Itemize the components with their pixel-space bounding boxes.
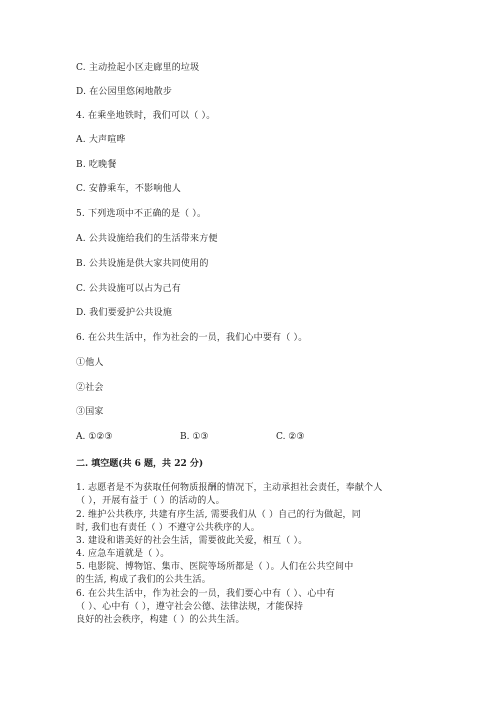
fill-line-2: （ ），开展有益于（ ）的活动的人。 [76,496,225,506]
fill-line-5: 3. 建设和谐美好的社会生活，需要彼此关爱，相互（ ）。 [76,536,308,546]
q5-option-b: B. 公共设施是供大家共同使用的 [76,259,209,269]
q5-option-c: C. 公共设施可以占为己有 [76,284,181,294]
q6-item-2: ②社会 [76,383,104,393]
q5-option-d: D. 我们要爱护公共设施 [76,308,173,318]
q6-choice-c: C. ②③ [276,432,305,442]
q6-choice-a: A. ①②③ [76,432,113,442]
q3-option-c: C. 主动捡起小区走廊里的垃圾 [76,63,200,73]
fill-line-4: 时, 我们也有责任（ ）不遵守公共秩序的人。 [76,523,260,533]
q6-item-1: ①他人 [76,358,104,368]
q6-stem: 6. 在公共生活中，作为社会的一员，我们心中要有（ ）。 [76,333,308,343]
q6-item-3: ③国家 [76,407,104,417]
fill-line-3: 2. 维护公共秩序, 共建有序生活, 需要我们从（ ）自己的行为做起，同 [76,510,361,520]
q3-option-d: D. 在公园里悠闲地散步 [76,87,173,97]
fill-line-8: 的生活, 构成了我们的公共生活。 [76,575,211,585]
q4-option-a: A. 大声喧哗 [76,135,126,145]
q4-option-c: C. 安静乘车，不影响他人 [76,184,181,194]
section-title: 二. 填空题(共 6 题，共 22 分) [76,459,204,469]
q4-option-b: B. 吃晚餐 [76,160,117,170]
fill-line-7: 5. 电影院、博物馆、集市、医院等场所都是（ ）。人们在公共空间中 [76,562,354,572]
fill-line-9: 6. 在公共生活中，作为社会的一员，我们要心中有（ ）、心中有 [76,589,336,599]
fill-line-10: （ ）、心中有（ ），遵守社会公德、法律法规，才能保持 [76,602,304,612]
q4-stem: 4. 在乘坐地铁时，我们可以（ ）。 [76,111,216,121]
q5-option-a: A. 公共设施给我们的生活带来方便 [76,234,218,244]
fill-line-1: 1. 志愿者是不为获取任何物质报酬的情况下，主动承担社会责任，奉献个人 [76,483,383,493]
fill-line-11: 良好的社会秩序，构建（ ）的公共生活。 [76,615,245,625]
fill-line-6: 4. 应急车道就是（ ）。 [76,549,170,559]
q5-stem: 5. 下列选项中不正确的是（ ）。 [76,209,207,219]
q6-choice-b: B. ①③ [180,432,209,442]
